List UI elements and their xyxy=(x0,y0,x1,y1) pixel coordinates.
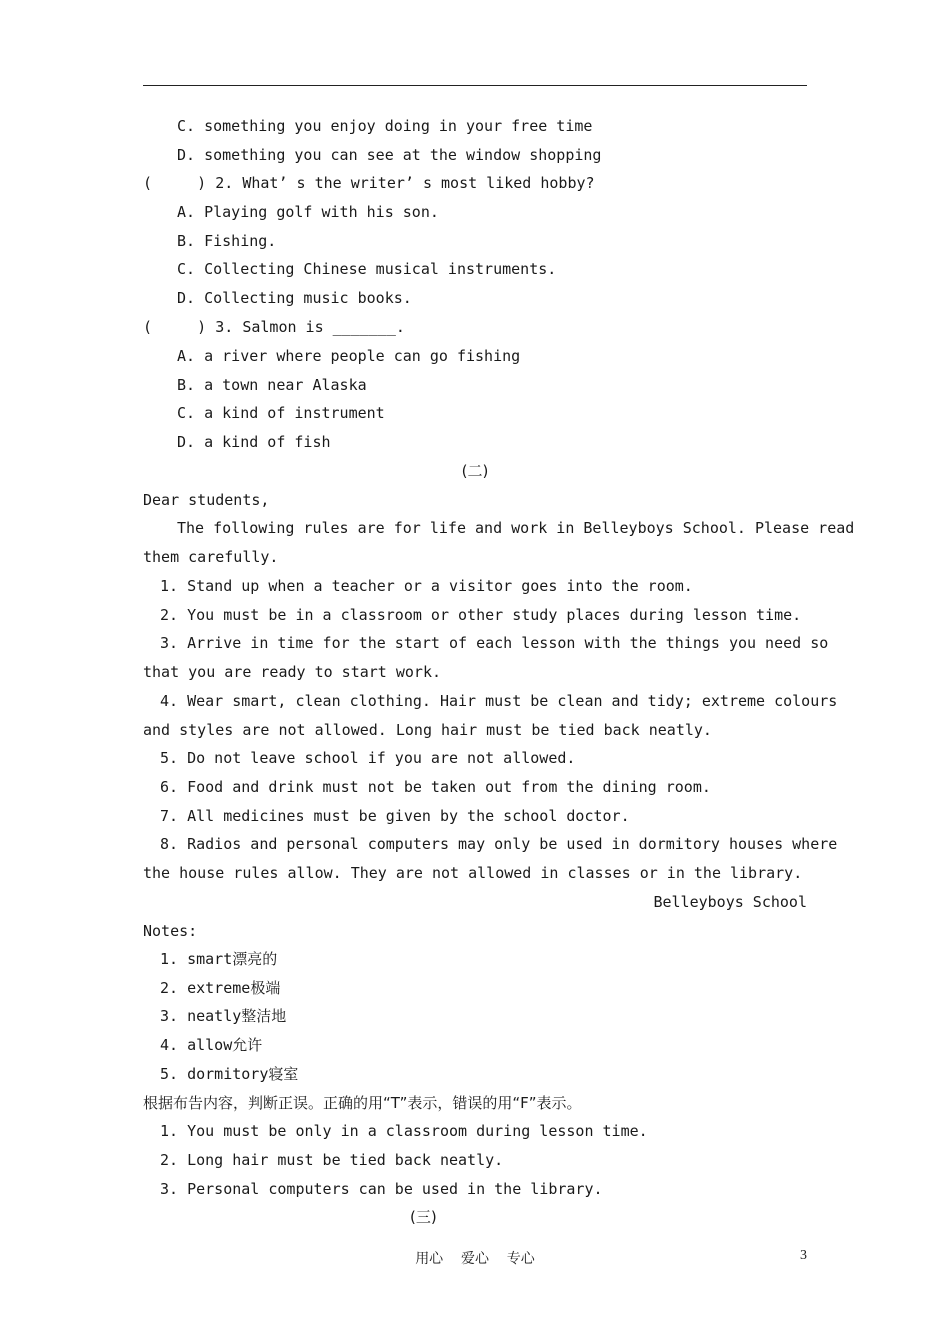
page-number: 3 xyxy=(800,1248,807,1263)
q2-option-c: C. Collecting Chinese musical instruments. xyxy=(177,260,557,278)
rule-2: 2. You must be in a classroom or other study places during lesson time. xyxy=(160,606,802,624)
note-number: 1. xyxy=(160,950,179,968)
note-word: smart xyxy=(187,950,233,968)
q1-option-d: D. something you can see at the window shopping xyxy=(177,146,602,164)
note-5 xyxy=(160,1064,298,1084)
rule-5: 5. Do not leave school if you are not allowed. xyxy=(160,749,576,767)
notice-intro-line-2: them carefully. xyxy=(143,548,279,566)
note-number: 2. xyxy=(160,979,179,997)
q2-option-d: D. Collecting music books. xyxy=(177,289,412,307)
tf-instruction: 根据布告内容，判断正误。正确的用“T”表示，错误的用“F”表示。 xyxy=(143,1094,582,1112)
q3-option-c: C. a kind of instrument xyxy=(177,404,385,422)
rule-4-continued: and styles are not allowed. Long hair must be tied back neatly. xyxy=(143,721,712,739)
rule-1: 1. Stand up when a teacher or a visitor goes into the room. xyxy=(160,577,693,595)
note-word: neatly xyxy=(187,1007,242,1025)
header-rule xyxy=(143,85,807,86)
rule-4: 4. Wear smart, clean clothing. Hair must be clean and tidy; extreme colours xyxy=(160,692,838,710)
notice-greeting: Dear students, xyxy=(143,491,270,509)
note-number: 3. xyxy=(160,1007,179,1025)
note-number: 4. xyxy=(160,1036,179,1054)
note-number: 5. xyxy=(160,1065,179,1083)
page-footer: 用心 爱心 专心 xyxy=(415,1251,535,1267)
rule-8-continued: the house rules allow. They are not allowed in classes or in the library. xyxy=(143,864,803,882)
note-meaning: 寝室 xyxy=(268,1065,299,1083)
rule-8: 8. Radios and personal computers may only be used in dormitory houses where xyxy=(160,835,838,853)
note-meaning: 允许 xyxy=(232,1036,263,1054)
tf-statement-3: 3. Personal computers can be used in the library. xyxy=(160,1180,603,1198)
section-3-heading: (三) xyxy=(410,1208,437,1226)
section-2-heading: (二) xyxy=(461,462,489,480)
rule-6: 6. Food and drink must not be taken out from the dining room. xyxy=(160,778,711,796)
q3-stem: ( ) 3. Salmon is _______. xyxy=(143,318,405,336)
note-4 xyxy=(160,1035,262,1055)
notice-signature: Belleyboys School xyxy=(653,893,807,911)
note-word: extreme xyxy=(187,979,251,997)
q2-option-b: B. Fishing. xyxy=(177,232,277,250)
q2-option-a: A. Playing golf with his son. xyxy=(177,203,439,221)
tf-statement-2: 2. Long hair must be tied back neatly. xyxy=(160,1151,504,1169)
notice-intro-line-1: The following rules are for life and work in Belleyboys School. Please read xyxy=(177,519,855,537)
note-1 xyxy=(160,949,277,969)
rule-3-continued: that you are ready to start work. xyxy=(143,663,442,681)
notes-label: Notes: xyxy=(143,922,198,940)
note-meaning: 极端 xyxy=(250,979,281,997)
q1-option-c: C. something you enjoy doing in your free time xyxy=(177,117,593,135)
note-2 xyxy=(160,978,280,998)
note-meaning: 漂亮的 xyxy=(232,950,278,968)
q2-stem: ( ) 2. What’ s the writer’ s most liked hobby? xyxy=(143,174,595,192)
note-word: dormitory xyxy=(187,1065,269,1083)
note-word: allow xyxy=(187,1036,233,1054)
note-meaning: 整洁地 xyxy=(241,1007,287,1025)
q3-option-a: A. a river where people can go fishing xyxy=(177,347,521,365)
note-3 xyxy=(160,1006,286,1026)
tf-statement-1: 1. You must be only in a classroom during lesson time. xyxy=(160,1122,648,1140)
rule-7: 7. All medicines must be given by the school doctor. xyxy=(160,807,630,825)
rule-3: 3. Arrive in time for the start of each lesson with the things you need so xyxy=(160,634,829,652)
q3-option-d: D. a kind of fish xyxy=(177,433,331,451)
q3-option-b: B. a town near Alaska xyxy=(177,376,367,394)
